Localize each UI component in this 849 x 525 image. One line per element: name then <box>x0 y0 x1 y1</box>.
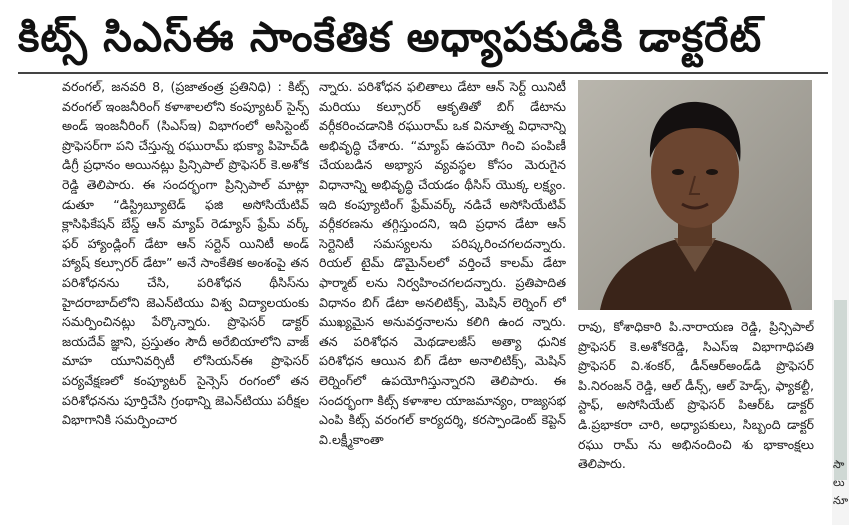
article-text-col1: వరంగల్, జనవరి 8, (ప్రజాతంత్ర ప్రతినిధి) : కిట్స్ వరంగల్ ఇంజనీరింగ్ కళాశాలలోని కంప్యూటర్ సైన్స్ అండ్ ఇంజనీరింగ్ (సిఎస్ఇ) విభాగంలో అసిస్టెంట్ ప్రొఫెసర్‌గా పని చేస్తున్న రఘురామ్ భుక్యా పిహెచ్‌డి డిగ్రీ ప్రధానం అయినట్లు ప్రిన్సిపాల్ ప్రొఫెసర్ కె.అశోక రెడ్డి తెలిపారు. ఈ సందర్భంగా ప్రిన్సిపాల్ మాట్లా డుతూ “డిస్ట్రిబ్యూటెడ్ ఫజి అసోసియేటివ్ క్లాసిఫికేషన్ బేస్డ్ ఆన్ మ్యాప్ రెడ్యూస్ ఫ్రేమ్ వర్క్ ఫర్ హ్యాండ్లింగ్ డేటా ఆన్ సర్టెన్ యినిటీ అండ్ హ్యాష్ కల్సూరర్ డేటా” అనే సాంకేతిక అంశంపై తన పరిశోధనను చేసి, పరిశోధన థీసిస్‌ను హైదరాబాద్‌లోని జెఎన్‌టియు విశ్వ విద్యాలయంకు సమర్పించినట్లు పేర్కొన్నారు. ప్రొఫెసర్ డాక్టర్ జయదేవ్ జ్ఞాని, ప్రస్తుతం సౌదీ అరేబియాలోని వాజ్ మాహ యూనివర్సిటీ లోసియన్‌ఈ ప్రొఫెసర్ పర్యవేక్షణలో కంప్యూటర్ సైన్సెస్ రంగంలో తన పరిశోధనను పూర్తిచేసి గ్రంథాన్ని జెఎన్‌టియు పరీక్షల విభాగానికి సమర్పించార <box>62 79 309 428</box>
article-column-3 <box>578 317 814 525</box>
article-text-col2: న్నారు. పరిశోధన ఫలితాలు డేటా ఆన్ సెర్ట్ యినిటీ మరియు కల్సూరర్ ఆకృతితో బిగ్ డేటాను వర్గీకరించడానికి రఘురామ్ ఒక వినూత్న విధానాన్ని అభివృద్ధి చేశారు. “మ్యాప్ ఉపయో గించి పంపిణీ చేయబడిన అభ్యాస వ్యవస్థల కోసం మెరుగైన విధానాన్ని అభివృద్ధి చేయడం థీసిస్ యొక్క లక్ష్యం. ఇది కంప్యూటింగ్ ఫ్రేమ్‌వర్క్ నడిచే అసోసియేటివ్ వర్గీకరణను తగ్గిస్తుందని, ఇది ప్రధాన డేటా ఆన్ సెర్టెనిటీ సమస్యలను పరిష్కరించగలదన్నారు. రియల్ టైమ్ డొమైన్‌లలో వర్తించే కాలమ్ డేటా ఫార్మాట్ లను నిర్వహించగలదన్నారు. ప్రతిపాదిత విధానం బిగ్ డేటా అనలిటిక్స్, మెషిన్ లెర్నింగ్ లో ముఖ్యమైన అనువర్తనాలను కలిగి ఉంద న్నారు. తన పరిశోధన మెథడాలజీస్ అత్యా ధునిక పరిశోధన ఆయిన బిగ్ డేటా అనాలిటిక్స్, మెషిన్ లెర్నింగ్‌లో ఉపయోగిస్తున్నారని తెలిపారు. ఈ సందర్భంగా కిట్స్ కళాశాల యాజమాన్యం, రాజ్యసభ ఎంపి కిట్స్ వరంగల్ కార్యదర్శి, కరస్పాండెంట్ కెప్టెన్ వి.లక్ష్మీకాంతా <box>319 79 566 447</box>
headline-rule <box>18 72 828 74</box>
portrait-image <box>578 80 812 310</box>
adjacent-image-fragment <box>834 300 847 480</box>
headline: కిట్స్ సిఎస్ఈ సాంకేతిక అధ్యాపకుడికి డాక్టరేట్ <box>18 13 763 61</box>
article-column-1 <box>62 77 309 525</box>
adjacent-clipping-edge <box>832 0 849 525</box>
adjacent-text-fragment: సా లు నూ <box>833 458 849 507</box>
portrait-photo <box>578 80 812 310</box>
article-text-col3: రావు, కోశాధికారి పి.నారాయణ రెడ్డి, ప్రిన్సిపాల్ ప్రొఫెసర్ కె.అశోకరెడ్డి, సిఎస్ఇ విభాగాధిపతి ప్రొఫెసర్ వి.శంకర్, డీన్‌ఆర్‌అండ్‌డి ప్రొఫెసర్ పి.నిరంజన్ రెడ్డి, ఆల్ డీన్స్, ఆల్ హెడ్స్, ఫ్యాకల్టీ, స్టాఫ్, అసోసియేట్ ప్రొఫెసర్ పిఆర్ఓ డాక్టర్ డి.ప్రభాకరా చారి, అధ్యాపకులు, సిబ్బంది డాక్టర్ రఘు రామ్ ను అభినందించి శు భాకాంక్షలు తెలిపారు. <box>578 319 814 472</box>
article-column-2 <box>319 77 566 525</box>
